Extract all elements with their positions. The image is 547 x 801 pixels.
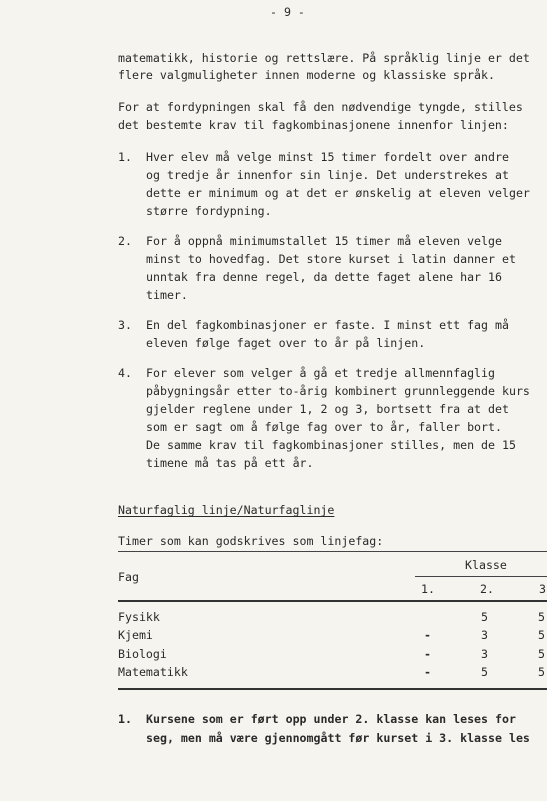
list-item-1-number: 1.: [118, 150, 132, 164]
table-bottom-rule: [118, 688, 547, 690]
table-klasse-header: Klasse: [465, 558, 507, 572]
table-cell-fag: Matematikk: [118, 665, 188, 679]
list-item-1-line-4: større fordypning.: [146, 204, 272, 218]
list-item-2-number: 2.: [118, 234, 132, 248]
table-class-2-header: 2.: [480, 582, 494, 596]
table-klasse-rule: [415, 576, 547, 577]
list-item-1-line-1: Hver elev må velge minst 15 timer fordelt over andre: [146, 150, 509, 164]
list-item-4-line-1: For elever som velger å gå et tredje allmennfaglig: [146, 366, 496, 380]
list-item-4-number: 4.: [118, 366, 132, 380]
list-item-3-number: 3.: [118, 318, 132, 332]
table-cell-class-2: 3: [481, 628, 488, 642]
table-cell-class-3: 5: [538, 665, 545, 679]
table-class-1-header: 1.: [421, 582, 435, 596]
paragraph-2-line-2: det bestemte krav til fagkombinasjonene innenfor linjen:: [118, 118, 509, 132]
footnote-line-2: seg, men må være gjennomgått før kurset i 3. klasse les: [146, 731, 530, 745]
table-cell-class-2: 5: [481, 610, 488, 624]
table-fag-header: Fag: [118, 570, 139, 584]
list-item-1-line-2: og tredje år innenfor sin linje. Det understrekes at: [146, 168, 509, 182]
list-item-4-line-3: gjelder reglene under 1, 2 og 3, bortsett fra at det: [146, 402, 509, 416]
table-cell-class-3: 5: [538, 628, 545, 642]
list-item-3-line-2: eleven følge faget over to år på linjen.: [146, 336, 426, 350]
table-class-3-header: 3: [539, 582, 546, 596]
page-number: - 9 -: [270, 5, 305, 19]
paragraph-1-line-2: flere valgmuligheter innen moderne og klassiske språk.: [118, 68, 495, 82]
table-cell-class-1: -: [424, 647, 431, 661]
list-item-1-line-3: dette er minimum og at det er ønskelig at eleven velger: [146, 186, 530, 200]
table-cell-class-1: -: [424, 628, 431, 642]
list-item-2-line-4: timer.: [146, 288, 188, 302]
section-heading: Naturfaglig linje/Naturfaglinje: [118, 503, 335, 517]
list-item-2-line-1: For å oppnå minimumstallet 15 timer må eleven velge: [146, 234, 502, 248]
list-item-4-line-2: påbygningsår etter to-årig kombinert grunnleggende kurs: [146, 384, 530, 398]
table-cell-fag: Fysikk: [118, 610, 160, 624]
paragraph-1-line-1: matematikk, historie og rettslære. På språklig linje er det: [118, 51, 530, 65]
list-item-4-line-5: De samme krav til fagkombinasjoner stilles, men de 15: [146, 438, 516, 452]
list-item-2-line-3: unntak fra denne regel, da dette faget alene har 16: [146, 270, 502, 284]
table-header-rule: [118, 600, 547, 602]
footnote-number: 1.: [118, 712, 132, 726]
table-caption: Timer som kan godskrives som linjefag:: [118, 534, 384, 548]
list-item-3-line-1: En del fagkombinasjoner er faste. I minst ett fag må: [146, 318, 509, 332]
table-cell-class-2: 3: [481, 647, 488, 661]
footnote-line-1: Kursene som er ført opp under 2. klasse kan leses for: [146, 712, 516, 726]
table-cell-class-2: 5: [481, 665, 488, 679]
table-top-rule: [118, 551, 547, 552]
list-item-4-line-6: timene må tas på ett år.: [146, 456, 314, 470]
table-cell-class-3: 5: [538, 610, 545, 624]
list-item-2-line-2: minst to hovedfag. Det store kurset i latin danner et: [146, 252, 516, 266]
table-cell-class-3: 5: [538, 647, 545, 661]
table-cell-fag: Kjemi: [118, 628, 153, 642]
table-cell-fag: Biologi: [118, 647, 167, 661]
table-cell-class-1: -: [424, 665, 431, 679]
paragraph-2-line-1: For at fordypningen skal få den nødvendige tyngde, stilles: [118, 100, 523, 114]
list-item-4-line-4: som er sagt om å følge fag over to år, faller bort.: [146, 420, 502, 434]
